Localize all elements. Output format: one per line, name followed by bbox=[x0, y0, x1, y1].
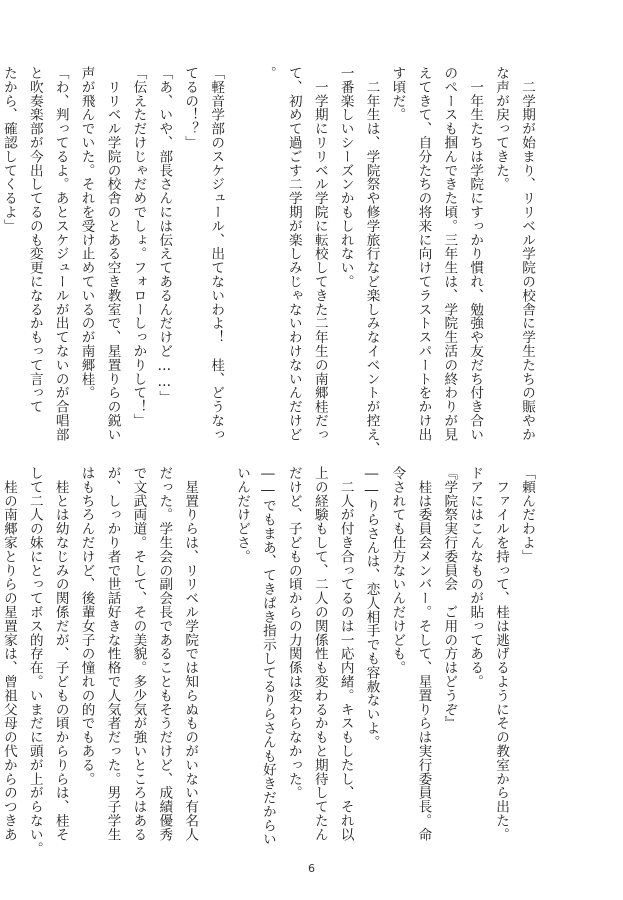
text-line: ファイルを持って、桂は逃げるようにその教室から出た。 bbox=[493, 466, 510, 842]
text-line: 二人が付き合ってるのは一応内緒。キスもしたし、それ以 bbox=[337, 466, 354, 842]
text-line: ドアにはこんなものが貼ってある。 bbox=[467, 466, 484, 689]
text-line: たから、確認してくるよ」 bbox=[0, 66, 17, 233]
text-line: だった。学生会の副会長であることもそうだけど、成績優秀 bbox=[156, 466, 173, 842]
lower-text-block bbox=[0, 466, 539, 856]
upper-text-block bbox=[0, 66, 539, 456]
text-line: 星置りらは、リリベル学院では知らぬものがいない有名人 bbox=[182, 466, 199, 842]
text-line: ――でもまあ、てきぱき指示してるりらさんも好きだからい bbox=[259, 466, 276, 847]
text-line: 桂の南郷家とりらの星置家は、曾祖父母の代からのつきあ bbox=[0, 466, 17, 842]
text-line: 声が飛んでいた。それを受け止めているのが南郷桂。 bbox=[78, 66, 95, 400]
text-line: 一番楽しいシーズンかもしれない。 bbox=[337, 66, 354, 289]
text-line: てるの！？」 bbox=[182, 66, 199, 150]
text-line: 一学期にリリベル学院に転校してきた二年生の南郷桂だっ bbox=[311, 66, 328, 442]
text-line: はもちろんだけど、後輩女子の憧れの的でもある。 bbox=[78, 466, 95, 786]
text-line: と吹奏楽部が今出してるのも変更になるかもって言って bbox=[26, 66, 43, 414]
text-line: 一年生たちは学院にすっかり慣れ、勉強や友だち付き合い bbox=[467, 66, 484, 442]
text-line: のペースも掴んできた頃。三年生は、学院生活の終わりが見 bbox=[441, 66, 458, 442]
text-line bbox=[202, 466, 228, 826]
text-line: な声が戻ってきた。 bbox=[493, 66, 510, 192]
text-line: 桂は委員会メンバー。そして、星置りらは実行委員長。命 bbox=[415, 466, 432, 842]
text-line: 『学院祭実行委員会 ご用の方はどうぞ』 bbox=[441, 466, 458, 731]
text-line: す頃だ。 bbox=[389, 66, 406, 122]
text-line: いんだけどさ。 bbox=[234, 466, 251, 564]
text-line: で文武両道。そして、その美貌。多少気が強いところはある bbox=[130, 466, 147, 842]
text-line: して二人の妹にとってボス的存在。いまだに頭が上がらない。 bbox=[26, 466, 43, 856]
text-line: 二年生は、学院祭や修学旅行など楽しみなイベントが控え、 bbox=[363, 66, 380, 456]
text-line: えてきて、自分たちの将来に向けてラストスパートをかけ出 bbox=[415, 66, 432, 442]
text-line: て、初めて過ごす二学期が楽しみじゃないわけないんだけど bbox=[285, 66, 302, 442]
text-line: 「頼んだわよ」 bbox=[519, 466, 535, 564]
text-line: が、しっかり者で世話好きな性格で人気者だった。男子学生 bbox=[104, 466, 121, 842]
text-line: 。 bbox=[259, 66, 276, 80]
page-number: 6 bbox=[308, 862, 315, 875]
text-line: ――りらさんは、恋人相手でも容赦ないよ。 bbox=[363, 466, 380, 749]
text-line: だけど、子どもの頃からの力関係は変わらなかった。 bbox=[285, 466, 302, 800]
text-line bbox=[228, 66, 254, 416]
text-line: 上の経験もして、二人の関係性も変わるかもと期待してたん bbox=[311, 466, 328, 842]
text-line: リリベル学院の校舎のとある空き教室で、星置りらの鋭い bbox=[104, 66, 121, 442]
text-line: 令されても仕方ないんだけども。 bbox=[389, 466, 406, 675]
text-line: 「軽音学部のスケジュール、出てないわよ！ 桂、どうなっ bbox=[208, 66, 225, 442]
text-line: 「わ、判ってるよ。あとスケジュールが出てないのが合唱部 bbox=[52, 66, 69, 442]
text-line: 二学期が始まり、リリベル学院の校舎に学生たちの賑やか bbox=[519, 66, 535, 442]
text-line: 「あ、いや、部長さんには伝えてあるんだけど……」 bbox=[156, 66, 173, 405]
text-line: 桂とは幼なじみの関係だが、子どもの頃からりらは、桂そ bbox=[52, 466, 69, 842]
text-line: 「伝えただけじゃだめでしょ。フォローしっかりして！」 bbox=[130, 66, 147, 428]
